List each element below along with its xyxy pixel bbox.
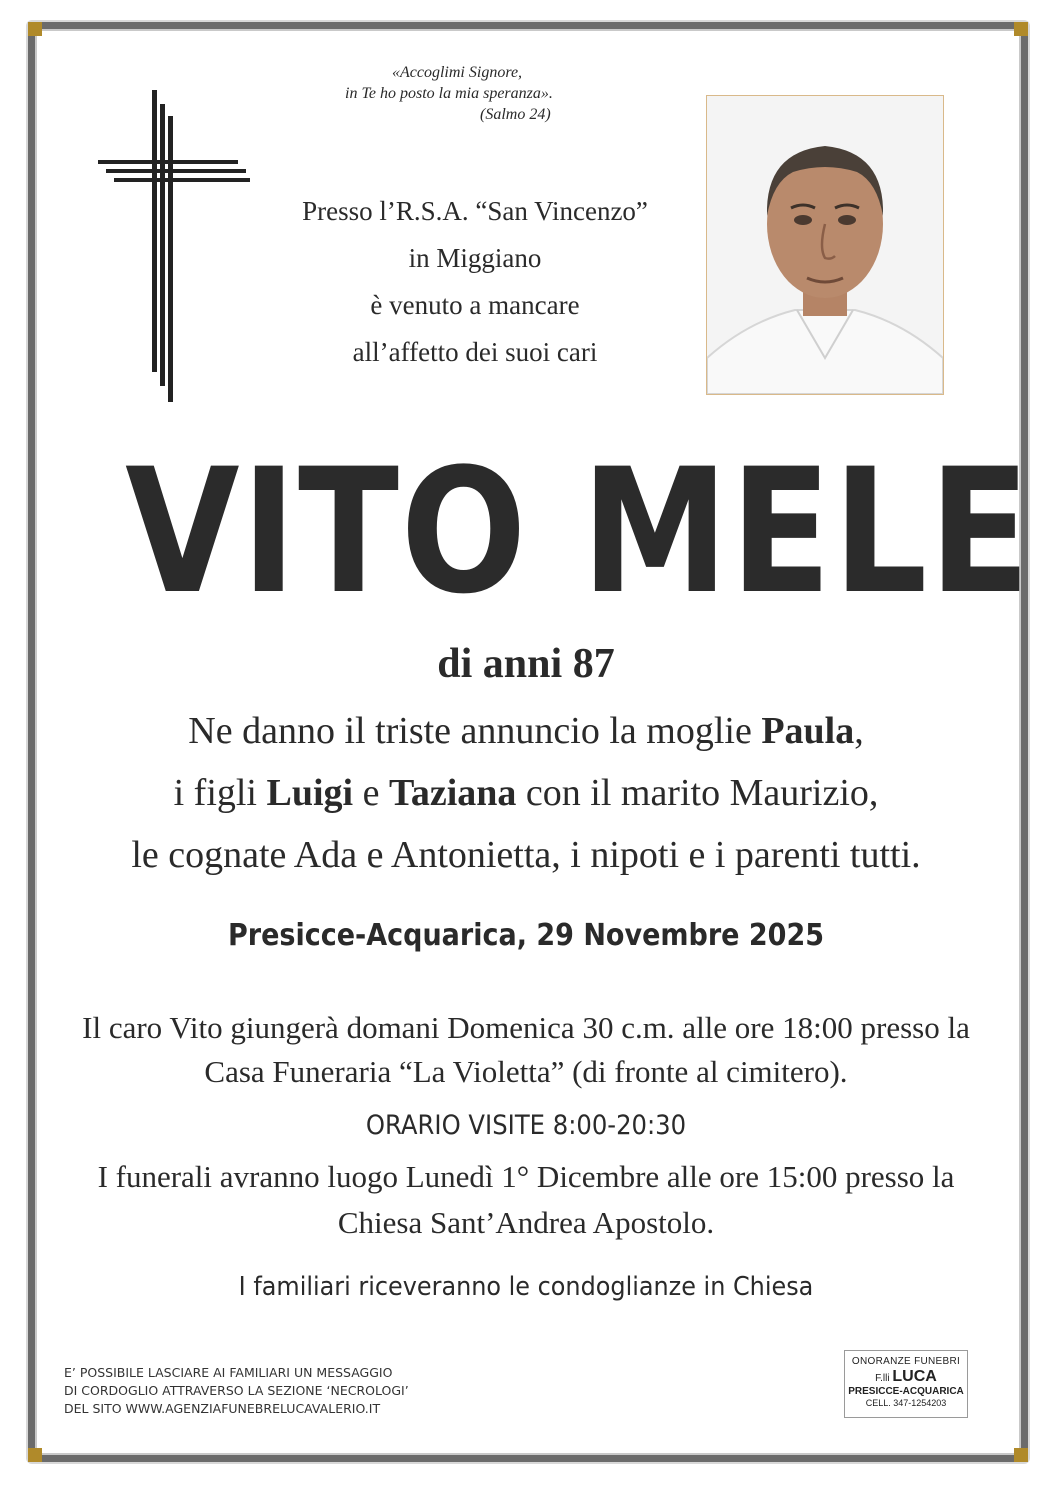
announcement-text: Ne danno il triste annuncio la moglie: [188, 710, 762, 752]
announcement-text: i figli: [173, 772, 267, 814]
stamp-location: PRESICCE-ACQUARICA: [848, 1386, 964, 1397]
funeral-line-2: Chiesa Sant’Andrea Apostolo.: [337, 1205, 715, 1240]
intro-line-4: all’affetto dei suoi cari: [352, 337, 598, 367]
arrival-line-1: Il caro Vito giungerà domani Domenica 30 c.m. alle ore 18:00 presso la: [82, 1010, 970, 1045]
family-announcement: [40, 700, 1012, 886]
frame-corner-bottom-left: [28, 1448, 42, 1462]
frame-corner-bottom-right: [1014, 1448, 1028, 1462]
intro-line-2: in Miggiano: [408, 243, 542, 273]
arrival-line-2: Casa Funeraria “La Violetta” (di fronte al cimitero).: [204, 1054, 848, 1089]
footer-line-1: E’ POSSIBILE LASCIARE AI FAMILIARI UN MESSAGGIO: [64, 1365, 393, 1380]
funeral-line-1: I funerali avranno luogo Lunedì 1° Dicembre alle ore 15:00 presso la: [97, 1159, 955, 1194]
psalm-line-1: «Accoglimi Signore,: [392, 64, 523, 81]
frame-corner-top-left: [28, 22, 42, 36]
wife-name: Paula: [761, 710, 855, 752]
funeral-home-stamp: [844, 1350, 968, 1418]
visiting-hours: ORARIO VISITE 8:00-20:30: [365, 1110, 687, 1141]
psalm-quote: [300, 62, 600, 125]
announcement-line-3: le cognate Ada e Antonietta, i nipoti e i parenti tutti.: [131, 834, 921, 876]
arrival-info: [40, 1006, 1012, 1094]
announcement-text: e: [353, 772, 389, 814]
funeral-info: [40, 1154, 1012, 1246]
frame-corner-top-right: [1014, 22, 1028, 36]
psalm-line-2: in Te ho posto la mia speranza».: [345, 85, 553, 102]
stamp-brand-line: [845, 1368, 967, 1386]
deceased-name: VITO MELE: [125, 431, 1032, 632]
portrait-image: [707, 96, 943, 394]
deceased-age: di anni 87: [437, 641, 615, 687]
footer-line-2: DI CORDOGLIO ATTRAVERSO LA SEZIONE ‘NECROLOGI’: [64, 1383, 409, 1398]
footer-line-3: DEL SITO WWW.AGENZIAFUNEBRELUCAVALERIO.IT: [64, 1401, 381, 1416]
announcement-text: con il marito Maurizio,: [516, 772, 879, 814]
place-date: Presicce-Acquarica, 29 Novembre 2025: [227, 918, 825, 953]
intro-line-1: Presso l’R.S.A. “San Vincenzo”: [302, 196, 648, 226]
announcement-line-2: [40, 762, 1012, 824]
condolences-note: I familiari riceveranno le condoglianze in Chiesa: [238, 1272, 814, 1302]
deceased-portrait-photo: [706, 95, 944, 395]
stamp-brand: LUCA: [892, 1368, 937, 1385]
footer-message: [64, 1364, 484, 1418]
announcement-line-1: [40, 700, 1012, 762]
cross-icon: [96, 90, 252, 402]
stamp-title: ONORANZE FUNEBRI: [851, 1356, 961, 1367]
announcement-text: ,: [854, 710, 864, 752]
daughter-name: Taziana: [388, 772, 517, 814]
intro-line-3: è venuto a mancare: [370, 290, 580, 320]
intro-text: [260, 188, 690, 376]
stamp-prefix: F.lli: [875, 1373, 893, 1384]
psalm-reference: (Salmo 24): [480, 106, 551, 123]
son-name: Luigi: [266, 772, 354, 814]
stamp-phone: CELL. 347-1254203: [865, 1398, 947, 1408]
